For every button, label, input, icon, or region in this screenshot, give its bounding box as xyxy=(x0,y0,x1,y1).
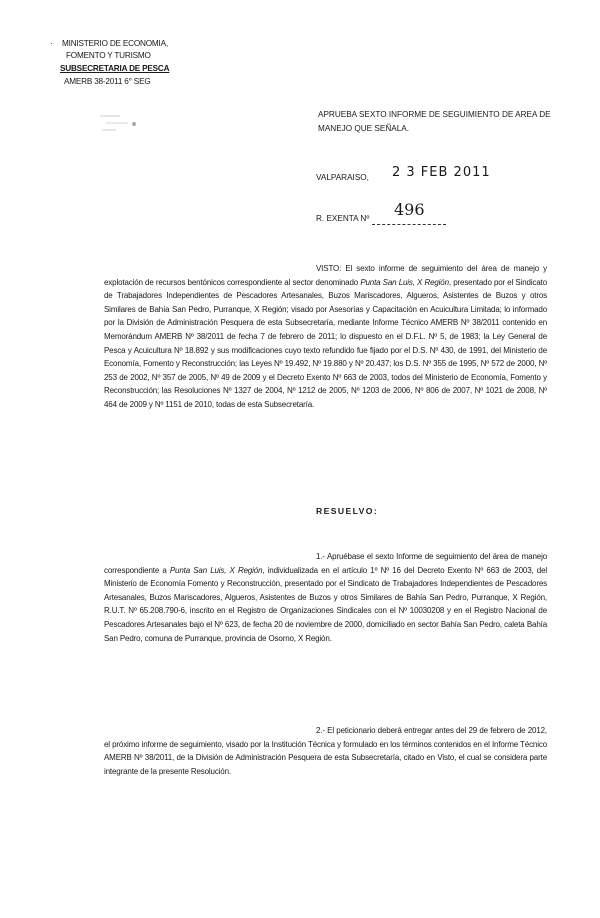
visto-rest: , presentado por el Sindicato de Trabajadores Independientes de Pescadores Artesanales, Buzos Mariscadores, Algueros, Asistentes de Buzos y otros Similares de Bahía San Pedro, Purranque, X Región; visado por Asesorías y Capacitación en Acuicultura Limitada; lo informado por la División de Administración Pesquera de esta Subsecretaría, mediante Informe Técnico AMERB Nº 38/2011 contenido en Memorándum AMERB Nº 38/2011 de fecha 7 de febrero de 2011; lo dispuesto en el D.F.L. Nº 5, de 1983; la Ley General de Pesca y Acuicultura Nº 18.892 y sus modificaciones cuyo texto refundido fue fijado por el D.S. Nº 430, de 1991, del Ministerio de Economía, Fomento y Reconstrucción; las Leyes Nº 19.492, Nº 19.880 y Nº 20.437; los D.S. Nº 355 de 1995, Nº 572 de 2000, Nº 253 de 2002, Nº 357 de 2005, Nº 49 de 2009 y el Decreto Exento Nº 663 de 2003, todos del Ministerio de Economía, Fomento y Reconstrucción; las Resoluciones Nº 1327 de 2004, Nº 1212 de 2005, Nº 1203 de 2006, Nº 806 de 2007, Nº 1021 de 2008, Nº 464 de 2009 y Nº 1151 de 2010, todas de esta Subsecretaría. xyxy=(104,277,547,409)
reference-code: AMERB 38-2011 6° SEG xyxy=(64,77,151,86)
exenta-underline xyxy=(372,224,446,225)
stamp-mark xyxy=(98,110,142,136)
resuelvo-heading: RESUELVO: xyxy=(316,506,379,516)
ministry-name: MINISTERIO DE ECONOMIA, xyxy=(62,39,168,48)
subsecretaria-name: SUBSECRETARIA DE PESCA xyxy=(60,64,170,73)
resolution-date: 2 3 FEB 2011 xyxy=(392,165,491,180)
item-1-sector: Punta San Luis, X Región xyxy=(169,565,263,575)
ministry-name-2: FOMENTO Y TURISMO xyxy=(66,51,151,60)
exenta-label: R. EXENTA Nº xyxy=(316,214,370,223)
bullet-mark: · xyxy=(50,39,53,48)
item-1-paragraph xyxy=(104,550,547,645)
item-2-text: 2.- El peticionario deberá entregar antes del 29 de febrero de 2012, el próximo informe de seguimiento, visado por la Institución Técnica y formulado en los términos contenidos en el Informe Técnico AMERB Nº 38/2011, de la División de Administración Pesquera de esta Subsecretaría, citado en Visto, el cual se considera parte integrante de la presente Resolución. xyxy=(104,726,547,776)
stamp-graphic xyxy=(98,110,142,136)
item-2-paragraph xyxy=(104,724,547,778)
visto-lead: VISTO: El sexto informe de seguimiento del área de manejo y explotación de recursos bentónicos correspondiente al sector denominado xyxy=(104,264,547,287)
item-1-rest: , individualizada en el artículo 1º Nº 16 del Decreto Exento Nº 663 de 2003, del Ministerio de Economía Fomento y Reconstrucción, presentado por el Sindicato de Trabajadores Independientes de Pescadores Artesanales, Buzos Mariscadores, Algueros, Asistentes de Buzos y otros Similares de Bahía San Pedro, Purranque, X Región, R.U.T. Nº 65.208.790-6, inscrito en el Registro de Organizaciones Sindicales con el Nº 10030208 y en el Registro Nacional de Pescadores Artesanales bajo el Nº 623, de fecha 20 de noviembre de 2000, domiciliado en sector Bahía San Pedro, caleta Bahía San Pedro, comuna de Purranque, provincia de Osorno, X Región. xyxy=(104,565,547,643)
place-label: VALPARAISO, xyxy=(316,173,369,182)
visto-sector: Punta San Luis, X Región xyxy=(360,277,449,287)
item-1-lead: 1.- Apruébase el sexto Informe de seguimiento del área de manejo correspondiente a xyxy=(104,552,547,575)
resolution-subject: APRUEBA SEXTO INFORME DE SEGUIMIENTO DE AREA DE MANEJO QUE SEÑALA. xyxy=(318,110,551,133)
visto-paragraph xyxy=(104,262,547,412)
exenta-number: 496 xyxy=(394,200,425,219)
